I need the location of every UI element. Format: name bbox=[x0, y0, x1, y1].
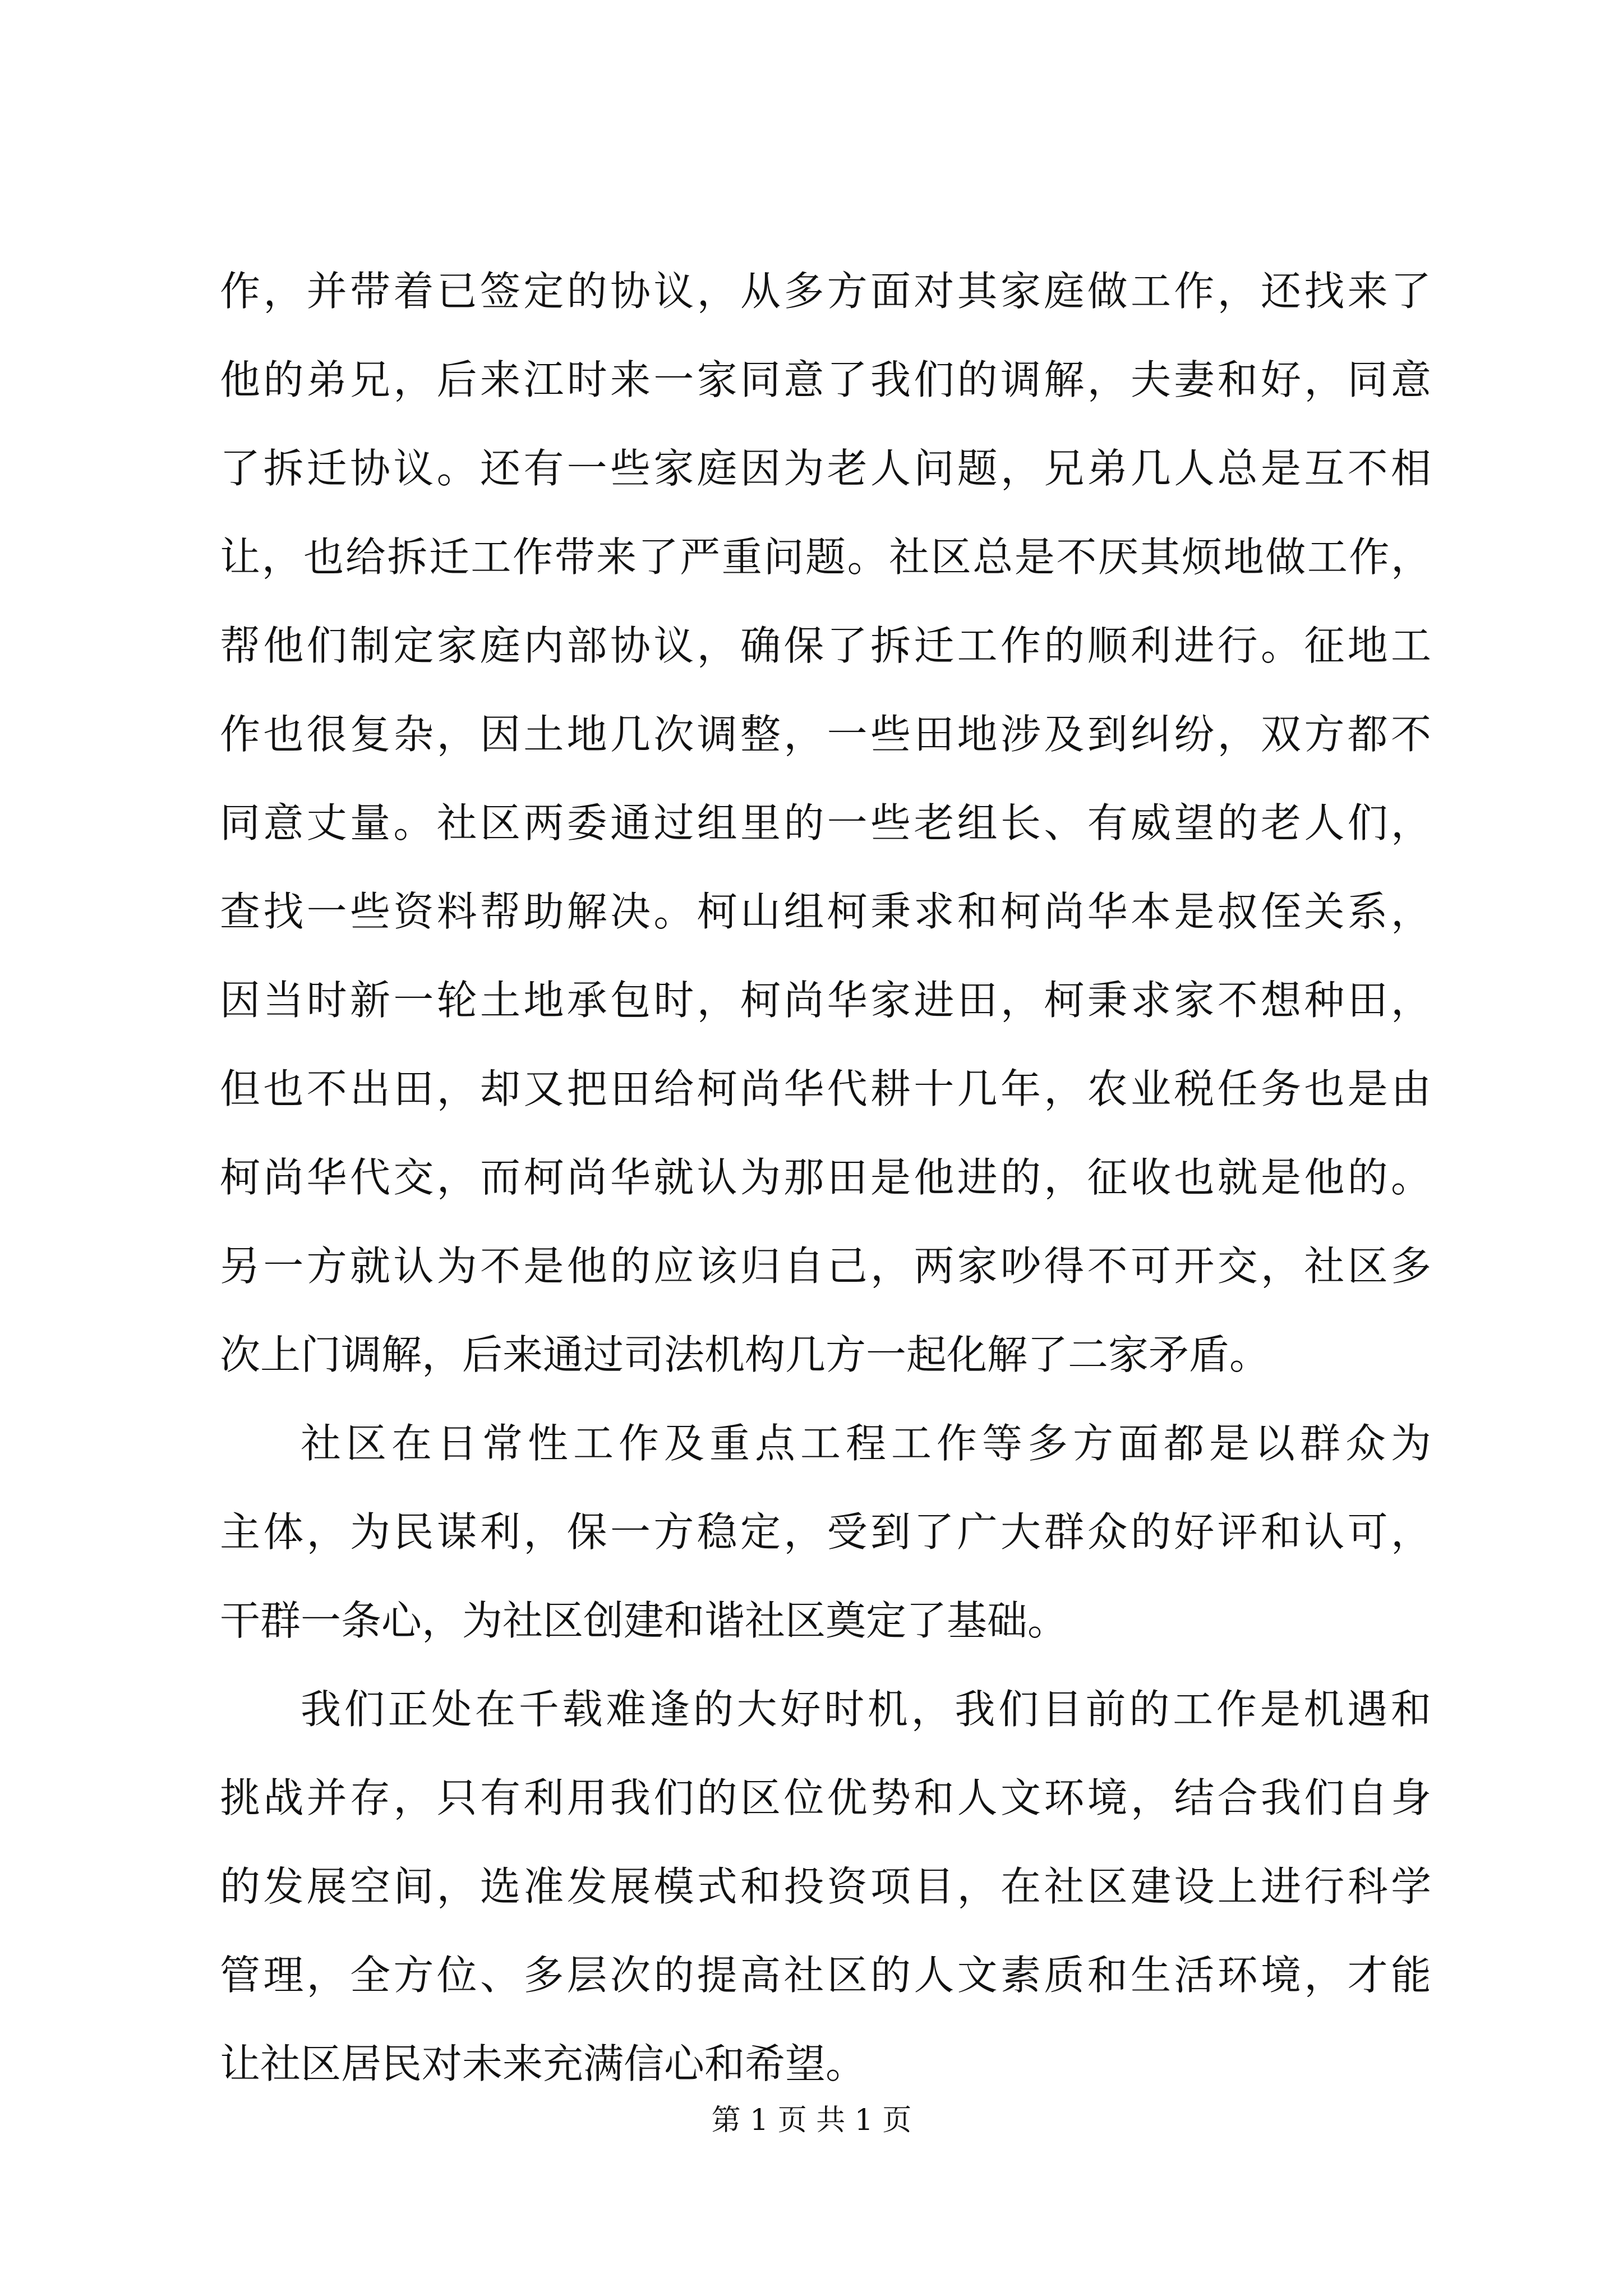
text-line: 主体，为民谋利，保一方稳定，受到了广大群众的好评和认可， bbox=[220, 1508, 1431, 1556]
page-number: 第 1 页 共 1 页 bbox=[711, 2104, 912, 2137]
text-line: 次上门调解，后来通过司法机构几方一起化解了二家矛盾。 bbox=[220, 1331, 1270, 1378]
text-line: 柯尚华代交，而柯尚华就认为那田是他进的，征收也就是他的。 bbox=[220, 1154, 1431, 1201]
text-line: 管理，全方位、多层次的提高社区的人文素质和生活环境，才能 bbox=[220, 1952, 1431, 1999]
text-line: 挑战并存，只有利用我们的区位优势和人文环境，结合我们自身 bbox=[220, 1774, 1431, 1821]
text-line: 我们正处在千载难逢的大好时机，我们目前的工作是机遇和 bbox=[301, 1686, 1431, 1733]
text-line: 作，并带着已签定的协议，从多方面对其家庭做工作，还找来了 bbox=[220, 268, 1431, 315]
text-line: 同意丈量。社区两委通过组里的一些老组长、有威望的老人们， bbox=[220, 799, 1431, 846]
text-line: 干群一条心，为社区创建和谐社区奠定了基础。 bbox=[220, 1597, 1068, 1644]
page-footer bbox=[0, 2098, 1623, 2143]
text-line: 让，也给拆迁工作带来了严重问题。社区总是不厌其烦地做工作， bbox=[220, 533, 1431, 581]
text-line: 作也很复杂，因土地几次调整，一些田地涉及到纠纷，双方都不 bbox=[220, 711, 1431, 758]
text-line: 查找一些资料帮助解决。柯山组柯秉求和柯尚华本是叔侄关系， bbox=[220, 888, 1431, 935]
text-line: 帮他们制定家庭内部协议，确保了拆迁工作的顺利进行。征地工 bbox=[220, 622, 1431, 669]
text-line: 但也不出田，却又把田给柯尚华代耕十几年，农业税任务也是由 bbox=[220, 1065, 1431, 1112]
text-line: 了拆迁协议。还有一些家庭因为老人问题，兄弟几人总是互不相 bbox=[220, 445, 1431, 492]
body-text bbox=[220, 247, 1431, 2108]
text-line: 因当时新一轮土地承包时，柯尚华家进田，柯秉求家不想种田， bbox=[220, 977, 1431, 1024]
text-line: 让社区居民对未来充满信心和希望。 bbox=[220, 2040, 866, 2087]
text-line: 他的弟兄，后来江时来一家同意了我们的调解，夫妻和好，同意 bbox=[220, 356, 1431, 403]
text-line: 另一方就认为不是他的应该归自己，两家吵得不可开交，社区多 bbox=[220, 1243, 1431, 1290]
text-line: 的发展空间，选准发展模式和投资项目，在社区建设上进行科学 bbox=[220, 1863, 1431, 1910]
text-line: 社区在日常性工作及重点工程工作等多方面都是以群众为 bbox=[301, 1420, 1431, 1467]
